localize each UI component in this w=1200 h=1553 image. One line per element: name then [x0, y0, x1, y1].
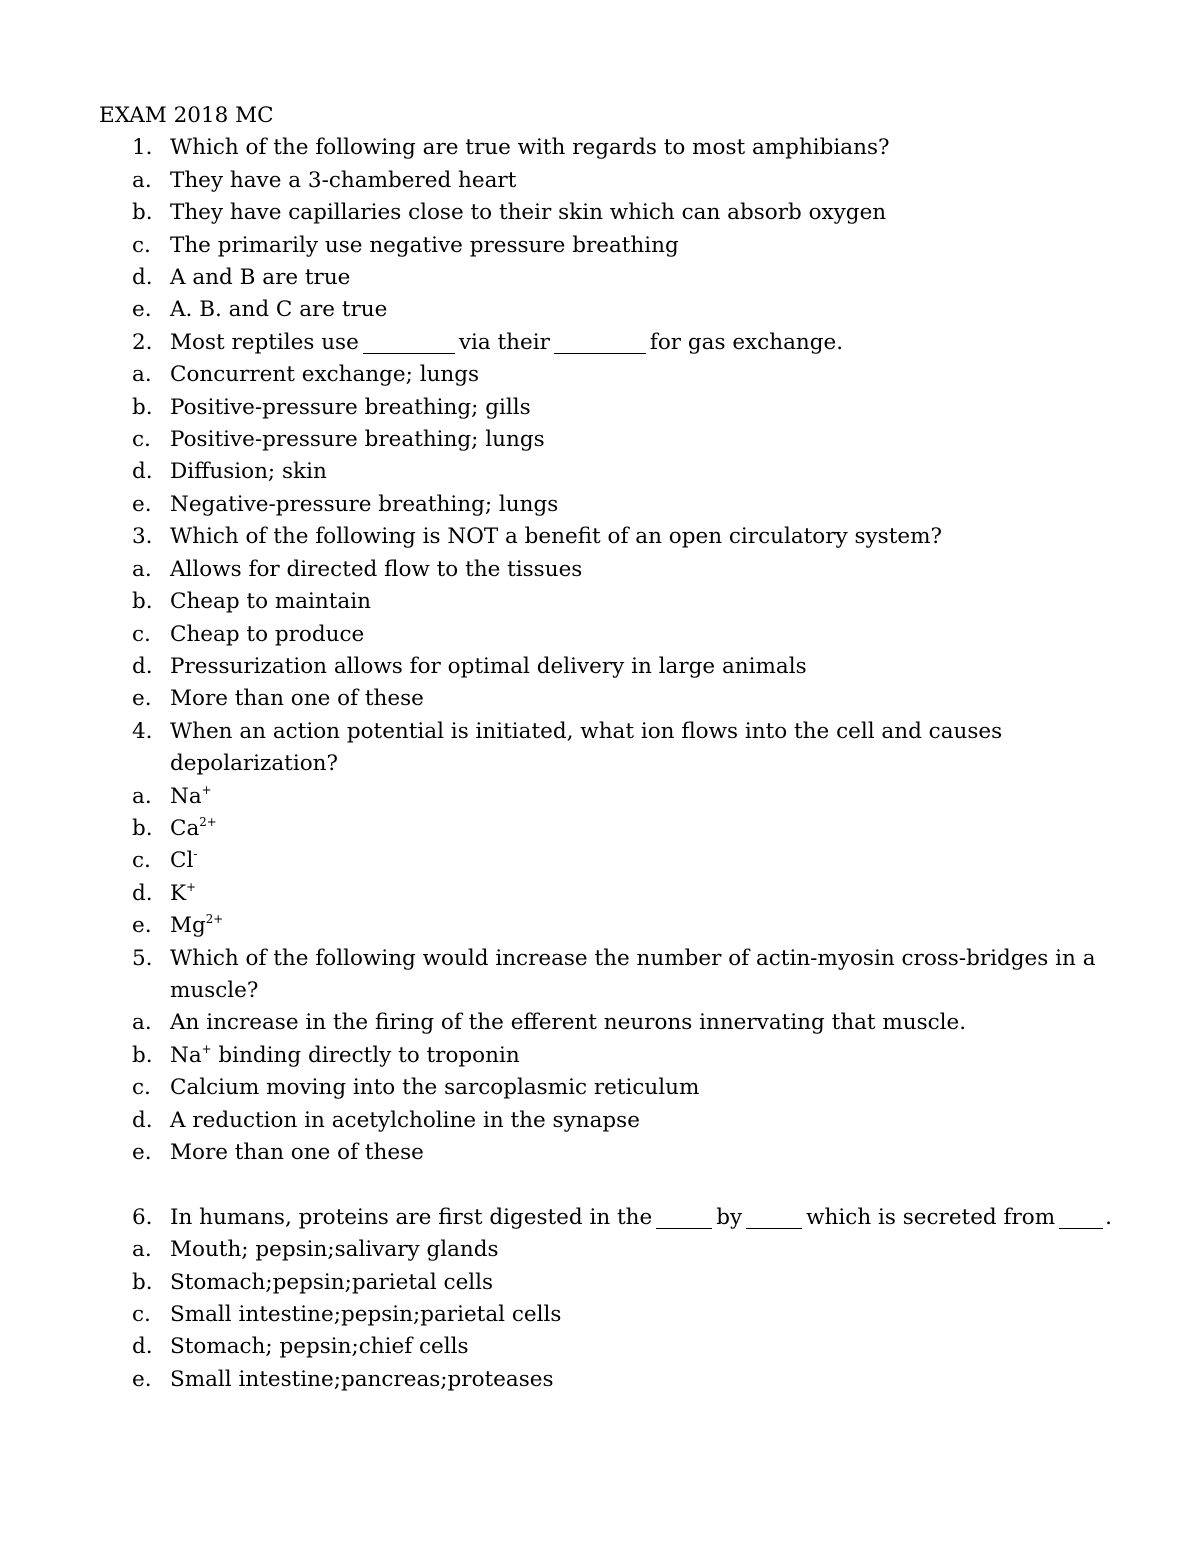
- question-4: [99, 716, 1109, 781]
- option-letter: c.: [132, 427, 151, 453]
- option-d: [99, 1105, 1109, 1137]
- question-text: Which of the following are true with regards to most amphibians?: [170, 135, 890, 161]
- question-6-options: [99, 1234, 1109, 1396]
- option-text: binding directly to troponin: [211, 1042, 520, 1068]
- option-text: Positive-pressure breathing; gills: [170, 394, 531, 420]
- option-c: [99, 1299, 1109, 1331]
- question-text-part: Most reptiles use: [170, 329, 359, 355]
- question-text-part: which is secreted from: [806, 1204, 1056, 1230]
- option-e: [99, 294, 1109, 326]
- question-number: 1.: [132, 135, 153, 161]
- question-2: [99, 327, 1109, 359]
- option-a: [99, 781, 1109, 813]
- option-text: Mouth; pepsin;salivary glands: [170, 1237, 499, 1263]
- option-letter: e.: [132, 1366, 152, 1392]
- option-text: Cheap to produce: [170, 621, 365, 647]
- option-text: Small intestine;pancreas;proteases: [170, 1366, 554, 1392]
- option-c: [99, 619, 1109, 651]
- option-letter: a.: [132, 167, 152, 193]
- exam-page: [99, 100, 1112, 1396]
- option-letter: d.: [132, 880, 153, 906]
- question-text: [170, 1202, 1112, 1234]
- option-text: Pressurization allows for optimal delivery in large animals: [170, 653, 807, 679]
- question-text-part: .: [1105, 1204, 1112, 1230]
- option-letter: e.: [132, 491, 152, 517]
- question-text-part: by: [716, 1204, 743, 1230]
- option-d: [99, 456, 1109, 488]
- question-text-part: for gas exchange.: [649, 329, 844, 355]
- option-d: [99, 651, 1109, 683]
- option-letter: b.: [132, 589, 153, 615]
- option-e: [99, 1137, 1109, 1169]
- option-text: More than one of these: [170, 686, 424, 712]
- option-text: Stomach; pepsin;chief cells: [170, 1334, 469, 1360]
- question-5: [99, 943, 1109, 1008]
- option-c: [99, 230, 1109, 262]
- ion-charge: +: [201, 782, 212, 797]
- question-5-options: [99, 1007, 1109, 1169]
- option-text: Positive-pressure breathing; lungs: [170, 427, 545, 453]
- option-text: Cheap to maintain: [170, 589, 371, 615]
- question-number: 6.: [132, 1204, 153, 1230]
- option-b: [99, 392, 1109, 424]
- option-b: [99, 813, 1109, 845]
- question-number: 2.: [132, 329, 153, 355]
- option-text: Diffusion; skin: [170, 459, 327, 485]
- option-a: [99, 165, 1109, 197]
- option-e: [99, 1364, 1109, 1396]
- option-letter: d.: [132, 653, 153, 679]
- answer-blank: [746, 1206, 802, 1230]
- question-text-part: via their: [458, 329, 550, 355]
- option-letter: c.: [132, 1302, 151, 1328]
- option-letter: a.: [132, 783, 152, 809]
- question-3-options: [99, 554, 1109, 716]
- option-letter: b.: [132, 1269, 153, 1295]
- option-a: [99, 359, 1109, 391]
- option-text: The primarily use negative pressure breathing: [170, 232, 679, 258]
- option-e: [99, 489, 1109, 521]
- option-c: [99, 1072, 1109, 1104]
- question-text: When an action potential is initiated, what ion flows into the cell and causes depolarization?: [170, 718, 1003, 777]
- option-letter: b.: [132, 1042, 153, 1068]
- option-letter: a.: [132, 362, 152, 388]
- option-letter: e.: [132, 686, 152, 712]
- option-b: [99, 586, 1109, 618]
- option-letter: d.: [132, 459, 153, 485]
- option-letter: c.: [132, 232, 151, 258]
- option-text: Ca: [170, 815, 200, 841]
- option-d: [99, 262, 1109, 294]
- option-letter: c.: [132, 848, 151, 874]
- exam-title: EXAM 2018 MC: [99, 103, 274, 128]
- question-number: 5.: [132, 945, 153, 971]
- question-3: [99, 521, 1109, 553]
- ion-charge: +: [201, 1041, 212, 1056]
- option-letter: b.: [132, 200, 153, 226]
- option-letter: d.: [132, 1334, 153, 1360]
- option-text: Na: [170, 1042, 202, 1068]
- option-text: K: [170, 880, 187, 906]
- question-1-options: [99, 165, 1109, 327]
- option-letter: c.: [132, 621, 151, 647]
- option-a: [99, 554, 1109, 586]
- option-text: Concurrent exchange; lungs: [170, 362, 480, 388]
- option-a: [99, 1007, 1109, 1039]
- option-letter: c.: [132, 1075, 151, 1101]
- question-6: [99, 1202, 1112, 1234]
- option-letter: d.: [132, 1107, 153, 1133]
- question-number: 4.: [132, 718, 153, 744]
- option-text: Na: [170, 783, 202, 809]
- question-text: [170, 327, 1109, 359]
- option-text: They have a 3-chambered heart: [170, 167, 517, 193]
- option-d: [99, 878, 1109, 910]
- option-letter: b.: [132, 394, 153, 420]
- ion-charge: -: [193, 847, 198, 862]
- option-d: [99, 1331, 1109, 1363]
- question-text: Which of the following would increase the number of actin-myosin cross-bridges in a muscle?: [170, 945, 1096, 1003]
- question-text: Which of the following is NOT a benefit of an open circulatory system?: [170, 524, 942, 550]
- option-text: Stomach;pepsin;parietal cells: [170, 1269, 494, 1295]
- option-letter: a.: [132, 1237, 152, 1263]
- option-b: [99, 197, 1109, 229]
- option-text: A. B. and C are true: [170, 297, 388, 323]
- option-text: An increase in the firing of the efferent neurons innervating that muscle.: [170, 1010, 967, 1036]
- option-text: Calcium moving into the sarcoplasmic reticulum: [170, 1075, 700, 1101]
- answer-blank: [1059, 1206, 1103, 1230]
- question-text-part: In humans, proteins are first digested in the: [170, 1204, 653, 1230]
- question-4-options: [99, 781, 1109, 943]
- option-e: [99, 910, 1109, 942]
- option-letter: a.: [132, 1010, 152, 1036]
- option-text: Cl: [170, 848, 194, 874]
- option-letter: d.: [132, 265, 153, 291]
- answer-blank: [554, 331, 646, 355]
- option-c: [99, 424, 1109, 456]
- option-e: [99, 683, 1109, 715]
- option-letter: e.: [132, 913, 152, 939]
- question-1: [99, 132, 1109, 164]
- option-text: More than one of these: [170, 1140, 424, 1165]
- option-c: [99, 845, 1109, 877]
- ion-charge: 2+: [199, 815, 217, 830]
- option-text: A reduction in acetylcholine in the synapse: [170, 1107, 640, 1133]
- option-letter: e.: [132, 297, 152, 323]
- option-a: [99, 1234, 1109, 1266]
- question-number: 3.: [132, 524, 153, 550]
- answer-blank: [363, 331, 455, 355]
- option-text: Mg: [170, 913, 206, 939]
- question-2-options: [99, 359, 1109, 521]
- option-letter: a.: [132, 556, 152, 582]
- option-text: They have capillaries close to their skin which can absorb oxygen: [170, 200, 887, 226]
- ion-charge: +: [186, 879, 196, 894]
- answer-blank: [656, 1206, 712, 1230]
- ion-charge: 2+: [205, 912, 224, 927]
- option-text: Negative-pressure breathing; lungs: [170, 491, 559, 517]
- option-text: Allows for directed flow to the tissues: [170, 556, 583, 582]
- option-b: [99, 1267, 1109, 1299]
- option-text: Small intestine;pepsin;parietal cells: [170, 1302, 562, 1328]
- option-b: [99, 1040, 1109, 1072]
- option-letter: b.: [132, 815, 153, 841]
- option-text: A and B are true: [170, 265, 351, 291]
- option-letter: e.: [132, 1140, 152, 1165]
